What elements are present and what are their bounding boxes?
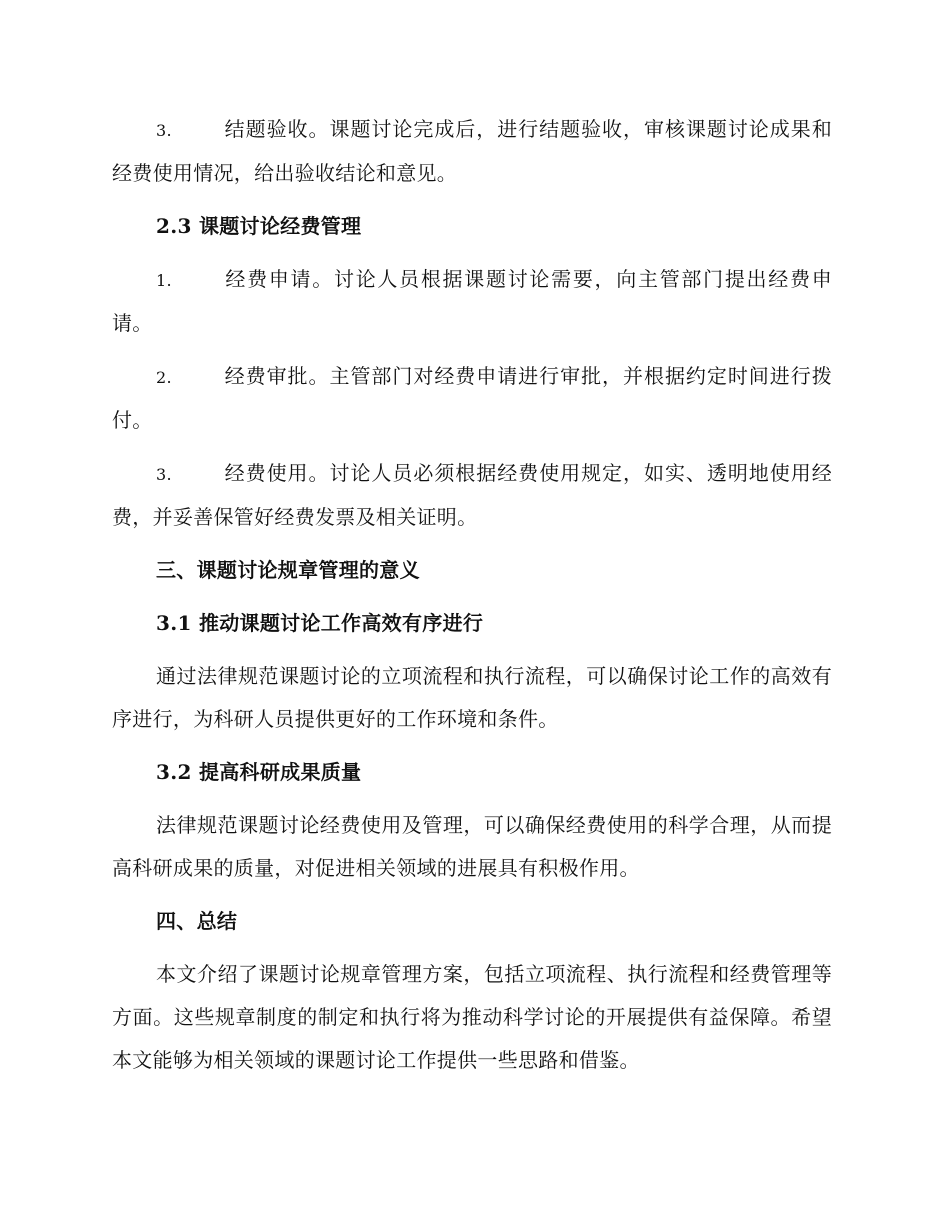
section-heading-2-3: 2.3 课题讨论经费管理: [156, 214, 362, 238]
list-item-text: 经费申请。讨论人员根据课题讨论需要，向主管部门提出经费申请。: [112, 267, 832, 335]
list-item-number: 2.: [156, 368, 172, 387]
document-body: [112, 108, 832, 1092]
list-item: [112, 108, 832, 195]
paragraph-summary: 本文介绍了课题讨论规章管理方案，包括立项流程、执行流程和经费管理等方面。这些规章制度的制定和执行将为推动科学讨论的开展提供有益保障。希望本文能够为相关领域的课题讨论工作提供一些思路和借鉴。: [112, 962, 832, 1072]
subsection-heading-3-2: 3.2 提高科研成果质量: [156, 760, 362, 784]
list-item-text: 结题验收。课题讨论完成后，进行结题验收，审核课题讨论成果和经费使用情况，给出验收结论和意见。: [112, 117, 832, 185]
list-item-text: 经费使用。讨论人员必须根据经费使用规定，如实、透明地使用经费，并妥善保管好经费发票及相关证明。: [112, 461, 832, 529]
section-heading-3: 三、课题讨论规章管理的意义: [156, 558, 420, 582]
list-item-number: 3.: [156, 465, 172, 484]
list-item: [112, 258, 832, 345]
paragraph-3-2: 法律规范课题讨论经费使用及管理，可以确保经费使用的科学合理，从而提高科研成果的质量，对促进相关领域的进展具有积极作用。: [112, 813, 832, 880]
section-heading-4: 四、总结: [156, 909, 238, 933]
subsection-heading-3-1: 3.1 推动课题讨论工作高效有序进行: [156, 611, 484, 635]
list-item-text: 经费审批。主管部门对经费申请进行审批，并根据约定时间进行拨付。: [112, 364, 832, 432]
list-item: [112, 355, 832, 442]
list-item-number: 3.: [156, 121, 172, 140]
list-item-number: 1.: [156, 271, 172, 290]
paragraph-3-1: 通过法律规范课题讨论的立项流程和执行流程，可以确保讨论工作的高效有序进行，为科研人员提供更好的工作环境和条件。: [112, 664, 832, 731]
list-item: [112, 452, 832, 539]
